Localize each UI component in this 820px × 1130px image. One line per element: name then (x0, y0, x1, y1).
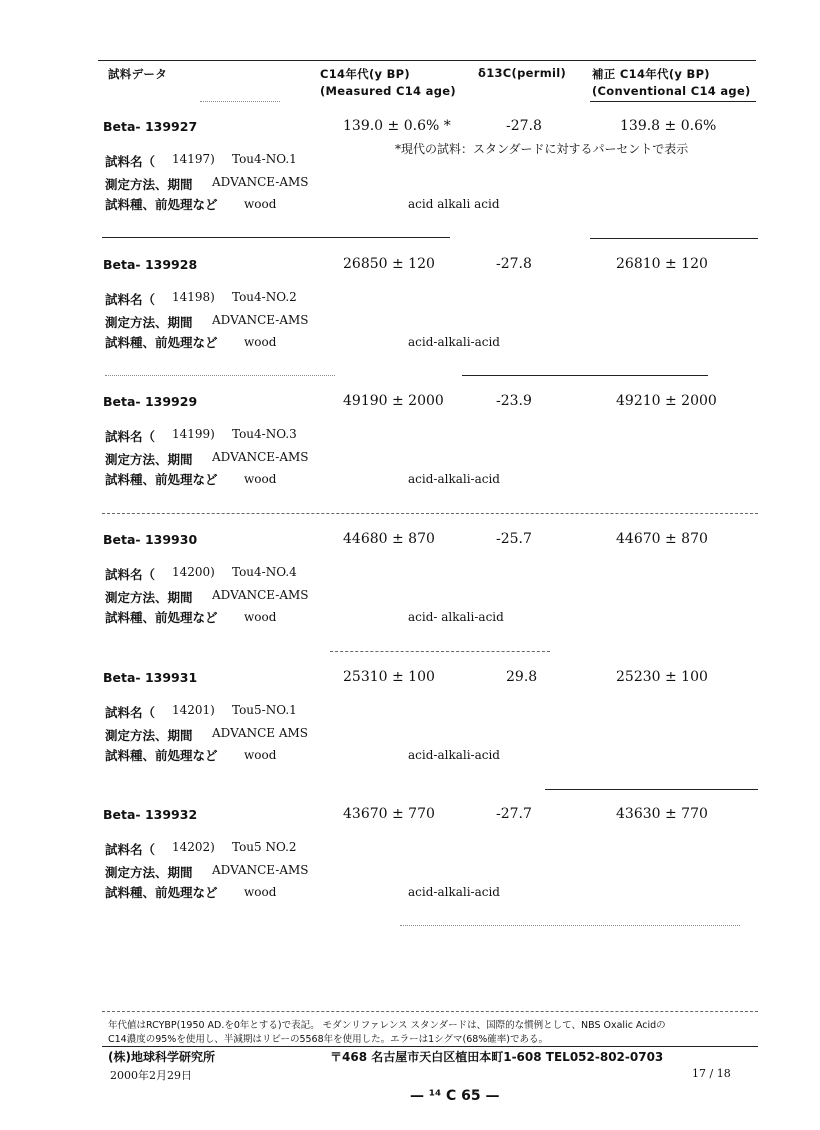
pretreatment-value: acid-alkali-acid (408, 748, 500, 762)
method-label: 測定方法、期間 (105, 452, 193, 467)
sample-name-label: 試料名（ (105, 292, 156, 307)
header-c14-age: C14年代(y BP) (320, 67, 410, 81)
record-separator (330, 651, 550, 652)
sample-code: Tou5-NO.1 (232, 703, 297, 717)
measured-age: 49190 ± 2000 (343, 393, 444, 409)
pretreatment-value: acid-alkali-acid (408, 472, 500, 486)
pretreatment-value: acid-alkali-acid (408, 335, 500, 349)
beta-id: Beta- 139929 (103, 394, 198, 409)
beta-id: Beta- 139930 (103, 532, 198, 547)
measured-age: 44680 ± 870 (343, 531, 435, 547)
sample-name-label: 試料名（ (105, 705, 156, 720)
sample-name-label: 試料名（ (105, 842, 156, 857)
header-conventional-age: 補正 C14年代(y BP) (592, 67, 710, 81)
page-mark: — ¹⁴ C 65 — (410, 1088, 500, 1104)
material-value: wood (244, 197, 277, 211)
sample-record (0, 118, 820, 248)
top-rule (98, 60, 756, 61)
material-label: 試料種、前処理など (105, 197, 218, 212)
header-underline (590, 101, 756, 102)
header-sample-data: 試料データ (108, 67, 167, 81)
record-separator (462, 375, 708, 376)
beta-id: Beta- 139932 (103, 807, 198, 822)
sample-record (0, 393, 820, 523)
sample-record (0, 256, 820, 386)
footnote-line-1: 年代値はRCYBP(1950 AD.を0年とする)で表記。 モダンリファレンス スタンダードは、国際的な慣例として、NBS Oxalic Acidの (108, 1020, 666, 1031)
pretreatment-value: acid alkali acid (408, 197, 500, 211)
measured-age: 26850 ± 120 (343, 256, 435, 272)
conventional-age: 44670 ± 870 (616, 531, 708, 547)
material-label: 試料種、前処理など (105, 748, 218, 763)
material-value: wood (244, 335, 277, 349)
sample-number: 14198) (172, 290, 215, 304)
header-conventional-age-en: (Conventional C14 age) (592, 84, 751, 98)
conventional-age: 43630 ± 770 (616, 806, 708, 822)
method-label: 測定方法、期間 (105, 590, 193, 605)
record-separator (105, 375, 335, 376)
material-value: wood (244, 610, 277, 624)
method-label: 測定方法、期間 (105, 177, 193, 192)
record-separator (545, 789, 758, 790)
header-d13c: δ13C(permil) (478, 66, 567, 80)
d13c-value: -27.8 (506, 118, 542, 134)
pretreatment-value: acid-alkali-acid (408, 885, 500, 899)
footer-rule (102, 1011, 758, 1012)
sample-name-label: 試料名（ (105, 567, 156, 582)
sample-number: 14199) (172, 427, 215, 441)
sample-record (0, 531, 820, 661)
method-label: 測定方法、期間 (105, 865, 193, 880)
company-name: (株)地球科学研究所 (108, 1050, 215, 1064)
material-label: 試料種、前処理など (105, 472, 218, 487)
d13c-value: -25.7 (496, 531, 532, 547)
material-value: wood (244, 748, 277, 762)
sample-number: 14202) (172, 840, 215, 854)
material-value: wood (244, 472, 277, 486)
material-value: wood (244, 885, 277, 899)
page-number: 17 / 18 (692, 1067, 731, 1080)
method-value: ADVANCE-AMS (212, 450, 309, 464)
conventional-age: 25230 ± 100 (616, 669, 708, 685)
sample-code: Tou5 NO.2 (232, 840, 297, 854)
sample-number: 14201) (172, 703, 215, 717)
measured-age: 43670 ± 770 (343, 806, 435, 822)
measured-age: 25310 ± 100 (343, 669, 435, 685)
header-c14-age-en: (Measured C14 age) (320, 84, 456, 98)
sample-code: Tou4-NO.3 (232, 427, 297, 441)
beta-id: Beta- 139931 (103, 670, 198, 685)
method-value: ADVANCE-AMS (212, 863, 309, 877)
header-dots (200, 101, 280, 102)
conventional-age: 49210 ± 2000 (616, 393, 717, 409)
sample-code: Tou4-NO.2 (232, 290, 297, 304)
method-value: ADVANCE-AMS (212, 588, 309, 602)
company-address: 〒468 名古屋市天白区植田本町1-608 TEL052-802-0703 (330, 1050, 664, 1064)
method-label: 測定方法、期間 (105, 315, 193, 330)
material-label: 試料種、前処理など (105, 335, 218, 350)
sample-number: 14200) (172, 565, 215, 579)
record-separator (102, 237, 450, 238)
conventional-age: 26810 ± 120 (616, 256, 708, 272)
record-separator (400, 925, 740, 926)
method-value: ADVANCE AMS (212, 726, 309, 740)
d13c-value: -27.7 (496, 806, 532, 822)
sample-code: Tou4-NO.1 (232, 152, 297, 166)
record-separator (590, 238, 758, 239)
measured-age: 139.0 ± 0.6% * (343, 118, 451, 134)
sample-record (0, 669, 820, 799)
method-label: 測定方法、期間 (105, 728, 193, 743)
material-label: 試料種、前処理など (105, 610, 218, 625)
sample-name-label: 試料名（ (105, 154, 156, 169)
record-separator (102, 513, 758, 514)
d13c-value: 29.8 (506, 669, 538, 685)
conventional-age: 139.8 ± 0.6% (620, 118, 717, 134)
footnote-line-2: C14濃度の95%を使用し、半減期はリビーの5568年を使用した。エラーは1シグマ(68%確率)である。 (108, 1034, 549, 1045)
d13c-value: -27.8 (496, 256, 532, 272)
sample-code: Tou4-NO.4 (232, 565, 297, 579)
beta-id: Beta- 139928 (103, 257, 198, 272)
sample-name-label: 試料名（ (105, 429, 156, 444)
report-date: 2000年2月29日 (110, 1069, 192, 1082)
method-value: ADVANCE-AMS (212, 313, 309, 327)
material-label: 試料種、前処理など (105, 885, 218, 900)
modern-sample-note: *現代の試料：スタンダードに対するパーセントで表示 (395, 142, 689, 156)
sample-number: 14197) (172, 152, 215, 166)
beta-id: Beta- 139927 (103, 119, 198, 134)
d13c-value: -23.9 (496, 393, 532, 409)
sample-record (0, 806, 820, 936)
pretreatment-value: acid- alkali-acid (408, 610, 504, 624)
method-value: ADVANCE-AMS (212, 175, 309, 189)
footer-rule-2 (102, 1046, 758, 1047)
